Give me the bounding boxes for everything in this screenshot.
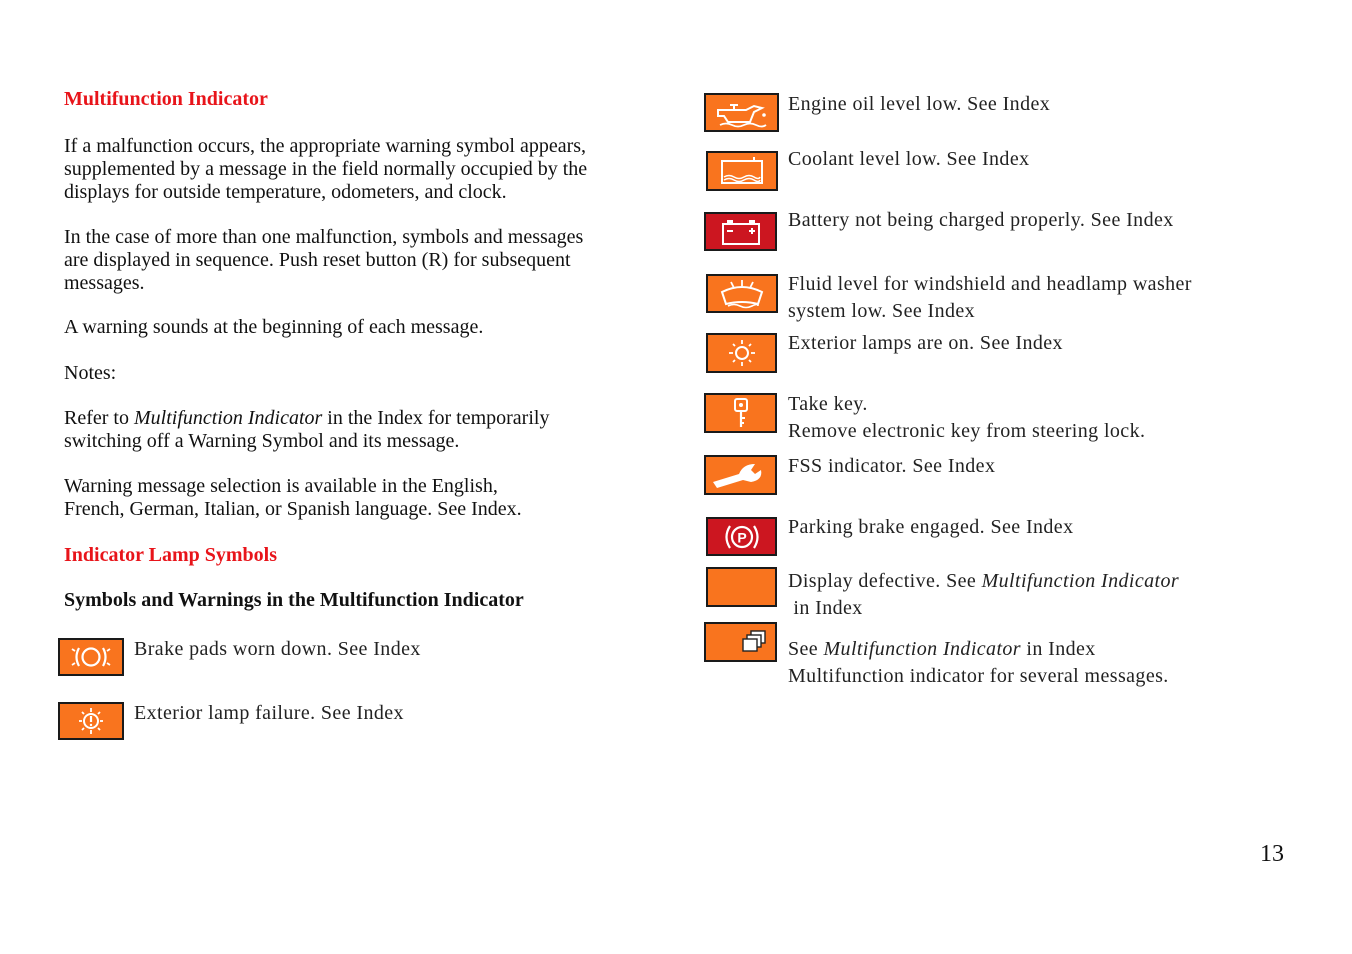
blank-display-icon: [706, 567, 777, 607]
section-heading-lamp-symbols: Indicator Lamp Symbols: [64, 544, 278, 566]
key-text: Take key. Remove electronic key from steering lock.: [788, 393, 1146, 442]
page-number: 13: [1260, 841, 1284, 867]
paragraph-malfunction: If a malfunction occurs, the appropriate warning symbol appears, supplemented by a message in the field normally occupied by the displays for outside temperature, odometers, and clock.: [64, 135, 588, 203]
paragraph-warning-sound: A warning sounds at the beginning of each message.: [64, 316, 484, 338]
engine-oil-icon: [704, 93, 779, 132]
parking-brake-icon: [706, 517, 777, 556]
paragraph-language: Warning message selection is available in the English, French, German, Italian, or Spanish language. See Index.: [64, 475, 522, 520]
engine-oil-text: Engine oil level low. See Index: [788, 93, 1051, 115]
notes-label: Notes:: [64, 362, 117, 384]
wrench-icon: [704, 455, 777, 495]
washer-fluid-icon: [706, 274, 778, 313]
italic-reference: Multifunction Indicator: [133, 407, 323, 429]
exterior-lamp-failure-text: Exterior lamp failure. See Index: [134, 702, 404, 724]
svg-text:P: P: [736, 529, 747, 545]
section-heading-multifunction: Multifunction Indicator: [64, 88, 268, 110]
exterior-lamp-failure-icon: [58, 702, 124, 740]
paragraph-refer: Refer to Multifunction Indicator in the Index for temporarily switching off a Warning Symbol and its message.: [64, 407, 550, 452]
subheading-symbols-warnings: Symbols and Warnings in the Multifunction Indicator: [64, 589, 524, 611]
coolant-icon: [706, 151, 778, 191]
brake-pads-icon: [58, 638, 124, 676]
several-messages-icon: [704, 622, 777, 662]
parking-brake-text: Parking brake engaged. See Index: [788, 516, 1074, 538]
exterior-lamps-on-icon: [706, 333, 777, 373]
brake-pads-text: Brake pads worn down. See Index: [134, 638, 421, 660]
washer-fluid-text: Fluid level for windshield and headlamp washer system low. See Index: [788, 273, 1192, 322]
display-defective-text: Display defective. See Multifunction Indicator in Index: [788, 570, 1180, 619]
fss-text: FSS indicator. See Index: [788, 455, 996, 477]
battery-icon: [704, 212, 777, 251]
exterior-lamps-on-text: Exterior lamps are on. See Index: [788, 332, 1063, 354]
paragraph-sequence: In the case of more than one malfunction, symbols and messages are displayed in sequence. Push reset button (R) for subsequent messages.: [64, 226, 584, 294]
key-icon: [704, 393, 777, 433]
coolant-text: Coolant level low. See Index: [788, 148, 1030, 170]
several-messages-text: See Multifunction Indicator in Index Multifunction indicator for several messages.: [788, 638, 1169, 687]
battery-text: Battery not being charged properly. See Index: [788, 209, 1174, 231]
